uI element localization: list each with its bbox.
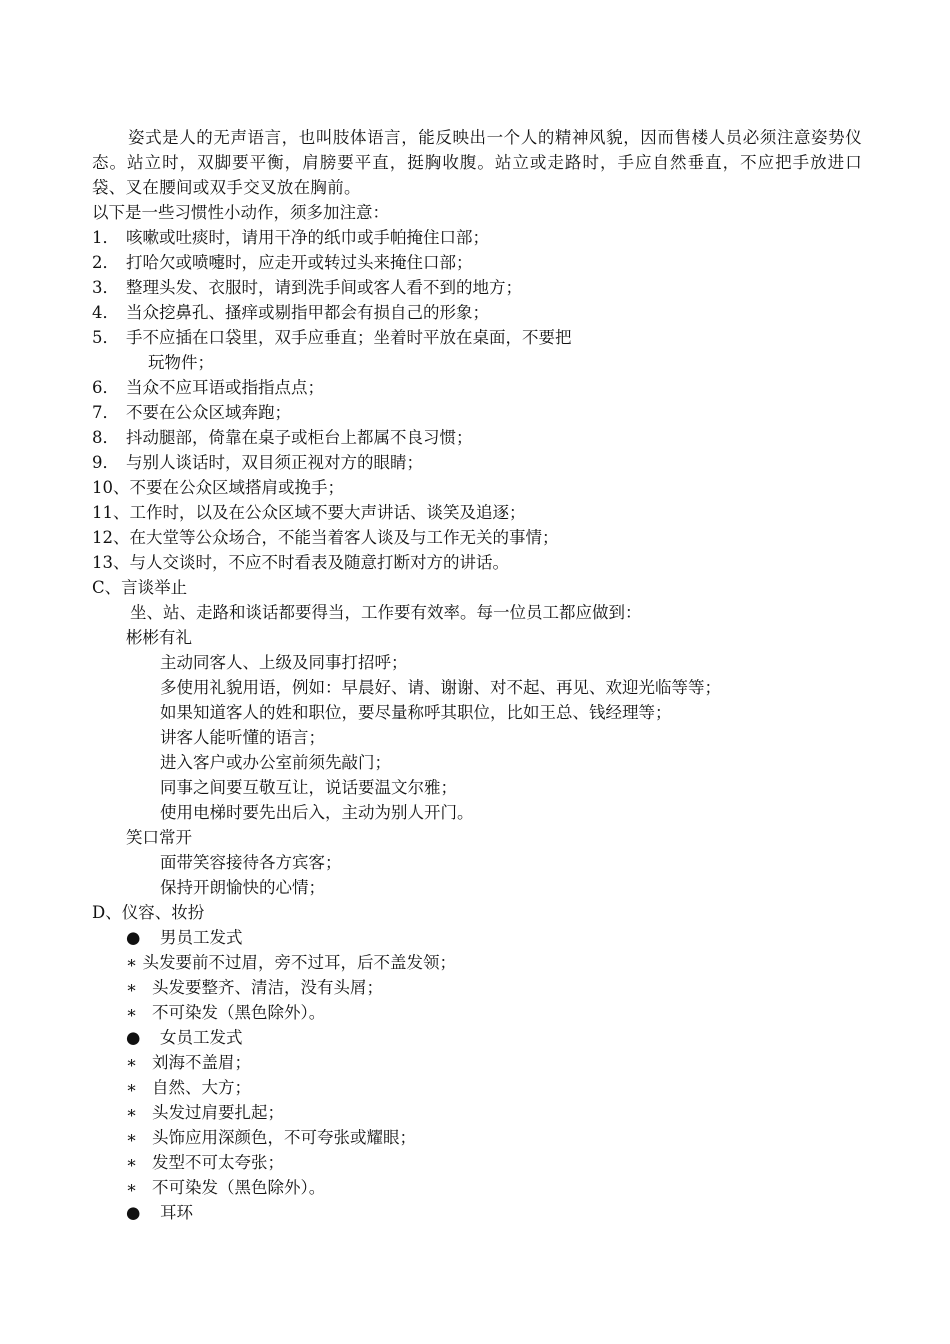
habit-number: 7． — [92, 403, 119, 422]
asterisk-icon: ∗ — [126, 1078, 138, 1097]
section-d-heading: D、仪容、妆扮 — [92, 903, 205, 922]
female-hair-item — [126, 1125, 862, 1150]
habit-item — [92, 500, 862, 525]
asterisk-icon: ∗ — [126, 1053, 138, 1072]
habit-number: 11、 — [92, 503, 130, 522]
habit-text: 与别人谈话时，双目须正视对方的眼睛； — [126, 453, 423, 472]
habit-text: 打哈欠或喷嚏时，应走开或转过头来掩住口部； — [126, 253, 473, 272]
female-hair-item-text: 自然、大方； — [152, 1078, 251, 1097]
habit-item — [92, 275, 862, 300]
polite-item: 进入客户或办公室前须先敲门； — [160, 753, 391, 772]
habit-number: 10、 — [92, 478, 130, 497]
habit-text: 不要在公众区域搭肩或挽手； — [129, 478, 344, 497]
bullet-icon: ● — [126, 1203, 141, 1222]
male-hair-title — [126, 925, 862, 950]
habit-item — [92, 225, 862, 250]
polite-title: 彬彬有礼 — [126, 628, 192, 647]
habit-text: 玩物件； — [148, 353, 214, 372]
female-hair-item-text: 头发过肩要扎起； — [152, 1103, 284, 1122]
habit-text: 当众挖鼻孔、搔痒或剔指甲都会有损自己的形象； — [126, 303, 489, 322]
habit-number: 5． — [92, 328, 119, 347]
male-hair-item — [126, 1000, 862, 1025]
habit-text: 手不应插在口袋里，双手应垂直；坐着时平放在桌面，不要把 — [126, 328, 572, 347]
habit-text: 抖动腿部，倚靠在桌子或柜台上都属不良习惯； — [126, 428, 473, 447]
habit-number: 8． — [92, 428, 119, 447]
habit-item — [92, 400, 862, 425]
habit-item — [92, 525, 862, 550]
habit-item — [92, 250, 862, 275]
asterisk-icon: ∗ — [126, 1153, 138, 1172]
bullet-icon: ● — [126, 1028, 141, 1047]
male-hair-item-text: 不可染发（黑色除外）。 — [152, 1003, 326, 1022]
asterisk-icon: ∗ — [126, 1103, 138, 1122]
habit-item — [92, 425, 862, 450]
habit-text: 工作时，以及在公众区域不要大声讲话、谈笑及追逐； — [129, 503, 526, 522]
earring-title-text: 耳环 — [160, 1203, 193, 1222]
habit-text: 在大堂等公众场合，不能当着客人谈及与工作无关的事情； — [129, 528, 559, 547]
female-hair-item — [126, 1150, 862, 1175]
section-c-intro: 坐、站、走路和谈话都要得当，工作要有效率。每一位员工都应做到： — [130, 603, 642, 622]
polite-item: 主动同客人、上级及同事打招呼； — [160, 653, 408, 672]
polite-item: 如果知道客人的姓和职位，要尽量称呼其职位，比如王总、钱经理等； — [160, 703, 672, 722]
asterisk-icon: ∗ — [126, 1128, 138, 1147]
female-hair-item — [126, 1175, 862, 1200]
male-hair-item — [126, 975, 862, 1000]
habit-text: 与人交谈时，不应不时看表及随意打断对方的讲话。 — [129, 553, 509, 572]
asterisk-icon: ∗ — [126, 1178, 138, 1197]
polite-item: 使用电梯时要先出后入，主动为别人开门。 — [160, 803, 474, 822]
habit-item — [92, 550, 862, 575]
habit-number: 13、 — [92, 553, 130, 572]
habit-number: 3． — [92, 278, 119, 297]
habit-number: 1． — [92, 228, 119, 247]
polite-item: 同事之间要互敬互让，说话要温文尔雅； — [160, 778, 457, 797]
female-hair-title-text: 女员工发式 — [160, 1028, 243, 1047]
asterisk-icon: ∗ — [126, 1003, 138, 1022]
habit-item — [92, 450, 862, 475]
habit-item — [92, 475, 862, 500]
habit-number: 6． — [92, 378, 119, 397]
smile-item: 保持开朗愉快的心情； — [160, 878, 325, 897]
habit-number: 4． — [92, 303, 119, 322]
female-hair-item-text: 刘海不盖眉； — [152, 1053, 251, 1072]
asterisk-icon: ∗ — [126, 953, 138, 972]
habits-heading: 以下是一些习惯性小动作，须多加注意： — [92, 203, 389, 222]
habit-text: 不要在公众区域奔跑； — [126, 403, 291, 422]
polite-item: 讲客人能听懂的语言； — [160, 728, 325, 747]
male-hair-item-text: 头发要整齐、清洁，没有头屑； — [152, 978, 383, 997]
polite-item: 多使用礼貌用语，例如：早晨好、请、谢谢、对不起、再见、欢迎光临等等； — [160, 678, 721, 697]
habit-item-continuation — [148, 350, 862, 375]
habit-item — [92, 325, 862, 350]
section-c-heading: C、言谈举止 — [92, 578, 188, 597]
intro-paragraph: 姿式是人的无声语言，也叫肢体语言，能反映出一个人的精神风貌，因而售楼人员必须注意姿势仪态。站立时，双脚要平衡，肩膀要平直，挺胸收腹。站立或走路时，手应自然垂直，不应把手放进口袋、叉在腰间或双手交叉放在胸前。 — [92, 128, 862, 197]
habit-text: 咳嗽或吐痰时，请用干净的纸巾或手帕掩住口部； — [126, 228, 489, 247]
habit-text: 整理头发、衣服时，请到洗手间或客人看不到的地方； — [126, 278, 522, 297]
female-hair-item — [126, 1075, 862, 1100]
male-hair-item-text: 头发要前不过眉，旁不过耳，后不盖发领； — [142, 953, 456, 972]
earring-title — [126, 1200, 862, 1225]
female-hair-item — [126, 1050, 862, 1075]
female-hair-item — [126, 1100, 862, 1125]
habit-number: 2． — [92, 253, 119, 272]
male-hair-title-text: 男员工发式 — [160, 928, 243, 947]
male-hair-item — [126, 950, 862, 975]
female-hair-title — [126, 1025, 862, 1050]
asterisk-icon: ∗ — [126, 978, 138, 997]
habit-text: 当众不应耳语或指指点点； — [126, 378, 324, 397]
bullet-icon: ● — [126, 928, 141, 947]
female-hair-item-text: 头饰应用深颜色，不可夸张或耀眼； — [152, 1128, 416, 1147]
habit-item — [92, 375, 862, 400]
female-hair-item-text: 不可染发（黑色除外）。 — [152, 1178, 326, 1197]
habit-number: 9． — [92, 453, 119, 472]
female-hair-item-text: 发型不可太夸张； — [152, 1153, 284, 1172]
habit-number: 12、 — [92, 528, 130, 547]
smile-item: 面带笑容接待各方宾客； — [160, 853, 342, 872]
smile-title: 笑口常开 — [126, 828, 192, 847]
habit-item — [92, 300, 862, 325]
